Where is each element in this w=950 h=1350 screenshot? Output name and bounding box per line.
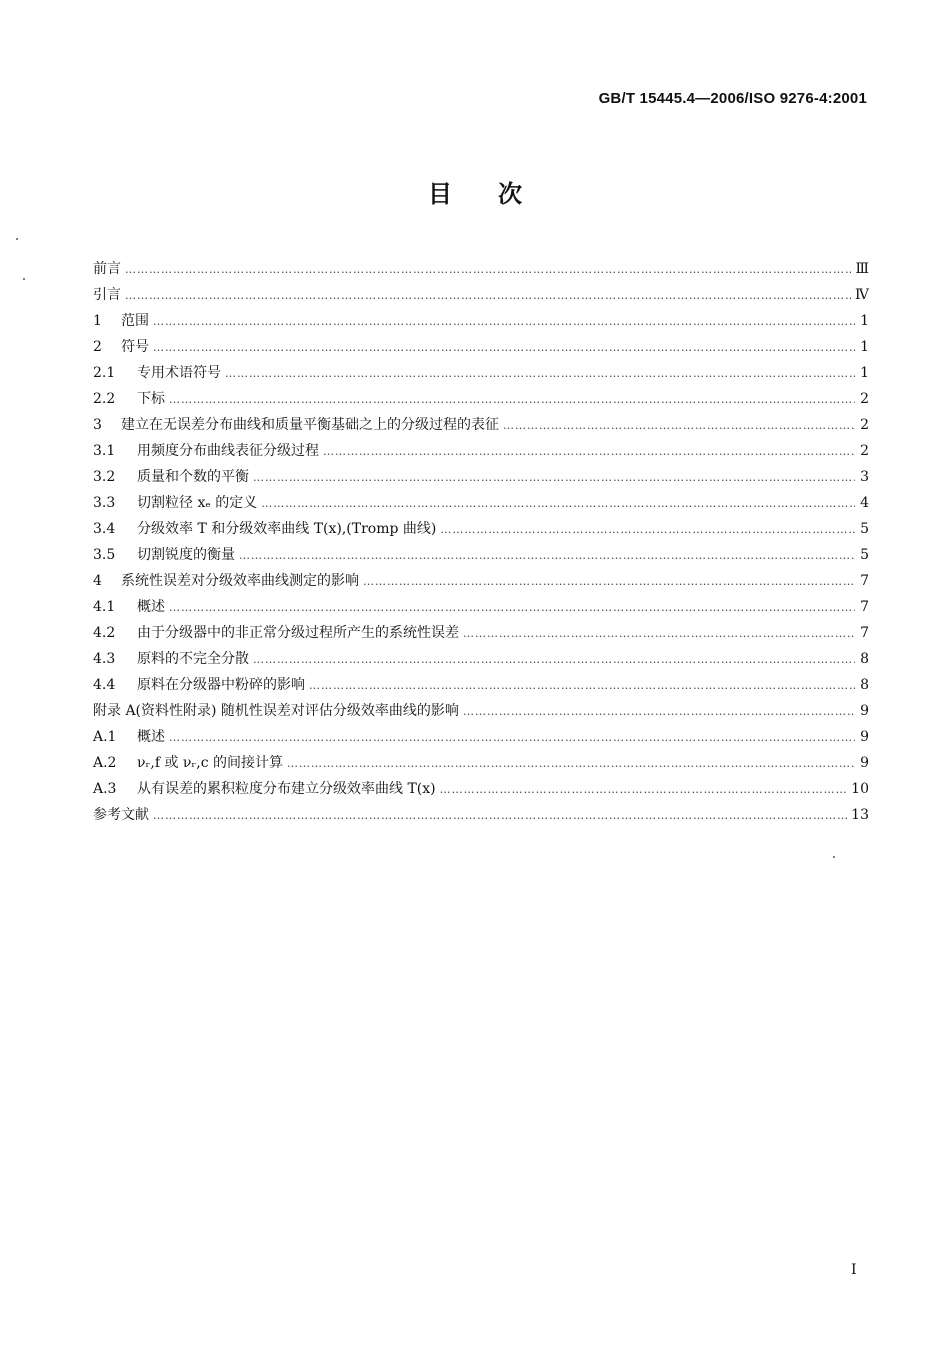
toc-entry	[93, 804, 869, 830]
toc-leader-dots	[309, 679, 855, 692]
toc-entry-number: 4	[93, 573, 102, 589]
toc-entry-title: 符号	[121, 339, 149, 355]
toc-entry-page: 1	[860, 339, 869, 355]
toc-entry-page: 9	[860, 703, 869, 719]
toc-entry-number: 3.3	[93, 495, 116, 511]
toc-entry-title: 分级效率 T 和分级效率曲线 T(x),(Tromp 曲线)	[137, 521, 437, 537]
toc-entry-title: 前言	[93, 261, 121, 277]
toc-entry-page: 2	[860, 417, 869, 433]
toc-entry-page: Ⅲ	[855, 261, 869, 277]
toc-entry-number: 4.1	[93, 599, 116, 615]
toc-leader-dots	[239, 549, 855, 562]
toc-leader-dots	[169, 601, 855, 614]
toc-entry-title: 概述	[137, 599, 165, 615]
toc-entry	[93, 362, 869, 388]
toc-entry-page: 3	[860, 469, 869, 485]
toc-leader-dots	[287, 757, 855, 770]
toc-entry-title: 建立在无误差分布曲线和质量平衡基础之上的分级过程的表征	[121, 417, 499, 433]
toc-entry-title: νᵣ,f 或 νᵣ,c 的间接计算	[137, 755, 284, 771]
table-of-contents	[93, 258, 869, 830]
toc-entry	[93, 622, 869, 648]
toc-entry-number: 2	[93, 339, 102, 355]
toc-leader-dots	[440, 783, 848, 796]
toc-entry-title: 引言	[93, 287, 121, 303]
toc-entry-number: 3.5	[93, 547, 116, 563]
toc-entry-page: 13	[851, 807, 869, 823]
toc-entry-title: 原料在分级器中粉碎的影响	[137, 677, 305, 693]
toc-entry-title: 系统性误差对分级效率曲线测定的影响	[121, 573, 359, 589]
toc-entry-title: 范围	[121, 313, 149, 329]
toc-entry-page: 4	[860, 495, 869, 511]
toc-entry-number: 3	[93, 417, 102, 433]
toc-entry-number: 3.4	[93, 521, 116, 537]
toc-entry	[93, 518, 869, 544]
toc-entry-title: 用频度分布曲线表征分级过程	[137, 443, 319, 459]
toc-entry-page: 7	[860, 599, 869, 615]
toc-entry	[93, 284, 869, 310]
toc-entry-page: 8	[860, 651, 869, 667]
toc-entry	[93, 778, 869, 804]
toc-entry-title: 专用术语符号	[137, 365, 221, 381]
page-number: I	[851, 1262, 857, 1278]
toc-leader-dots	[323, 445, 855, 458]
toc-entry-page: 7	[860, 573, 869, 589]
toc-entry	[93, 440, 869, 466]
toc-entry-number: 1	[93, 313, 102, 329]
toc-entry-title: 下标	[137, 391, 165, 407]
toc-entry-number: 4.2	[93, 625, 116, 641]
toc-entry-title: 原料的不完全分散	[137, 651, 249, 667]
toc-entry-page: 5	[860, 521, 869, 537]
toc-leader-dots	[261, 497, 855, 510]
page-title: 目次	[428, 180, 568, 208]
toc-entry	[93, 258, 869, 284]
toc-leader-dots	[153, 809, 847, 822]
toc-leader-dots	[125, 263, 851, 276]
toc-entry-number: 4.4	[93, 677, 116, 693]
toc-entry	[93, 336, 869, 362]
toc-entry-number: 2.1	[93, 365, 116, 381]
toc-entry	[93, 414, 869, 440]
toc-entry	[93, 700, 869, 726]
toc-entry	[93, 466, 869, 492]
toc-entry-number: A.1	[93, 729, 117, 745]
toc-leader-dots	[225, 367, 855, 380]
toc-entry-page: 1	[860, 313, 869, 329]
toc-entry	[93, 544, 869, 570]
toc-entry-title: 切割粒径 xₑ 的定义	[137, 495, 258, 511]
toc-entry-page: Ⅳ	[855, 287, 869, 303]
toc-entry-title: 由于分级器中的非正常分级过程所产生的系统性误差	[137, 625, 459, 641]
toc-entry-page: 5	[860, 547, 869, 563]
toc-entry-title: 附录 A(资料性附录) 随机性误差对评估分级效率曲线的影响	[93, 703, 459, 719]
toc-leader-dots	[440, 523, 855, 536]
toc-entry	[93, 752, 869, 778]
toc-entry-title: 概述	[137, 729, 165, 745]
toc-entry-title: 质量和个数的平衡	[137, 469, 249, 485]
toc-entry-number: A.3	[93, 781, 117, 797]
toc-entry	[93, 596, 869, 622]
toc-entry	[93, 492, 869, 518]
toc-leader-dots	[153, 315, 855, 328]
toc-entry-page: 9	[860, 755, 869, 771]
toc-entry-number: 3.1	[93, 443, 116, 459]
toc-leader-dots	[253, 471, 855, 484]
toc-entry-number: 3.2	[93, 469, 116, 485]
toc-leader-dots	[463, 705, 855, 718]
toc-leader-dots	[169, 731, 855, 744]
standard-code-header: GB/T 15445.4—2006/ISO 9276-4:2001	[598, 90, 867, 107]
toc-leader-dots	[153, 341, 855, 354]
toc-entry-number: 4.3	[93, 651, 116, 667]
toc-leader-dots	[463, 627, 855, 640]
toc-entry	[93, 310, 869, 336]
toc-leader-dots	[125, 289, 851, 302]
scan-speck	[16, 238, 18, 240]
toc-entry	[93, 648, 869, 674]
toc-entry-page: 8	[860, 677, 869, 693]
toc-entry-page: 7	[860, 625, 869, 641]
toc-entry-page: 2	[860, 443, 869, 459]
toc-entry	[93, 570, 869, 596]
toc-entry-number: A.2	[93, 755, 117, 771]
scan-speck	[833, 856, 835, 858]
toc-entry-page: 2	[860, 391, 869, 407]
toc-entry-title: 从有误差的累积粒度分布建立分级效率曲线 T(x)	[137, 781, 436, 797]
toc-entry-page: 10	[851, 781, 869, 797]
toc-entry-title: 参考文献	[93, 807, 149, 823]
toc-leader-dots	[253, 653, 855, 666]
toc-leader-dots	[169, 393, 855, 406]
toc-entry-number: 2.2	[93, 391, 116, 407]
toc-leader-dots	[503, 419, 855, 432]
toc-entry-title: 切割锐度的衡量	[137, 547, 235, 563]
toc-entry	[93, 388, 869, 414]
toc-entry-page: 1	[860, 365, 869, 381]
toc-entry	[93, 726, 869, 752]
toc-leader-dots	[363, 575, 855, 588]
scan-speck	[23, 278, 25, 280]
toc-entry-page: 9	[860, 729, 869, 745]
toc-entry	[93, 674, 869, 700]
